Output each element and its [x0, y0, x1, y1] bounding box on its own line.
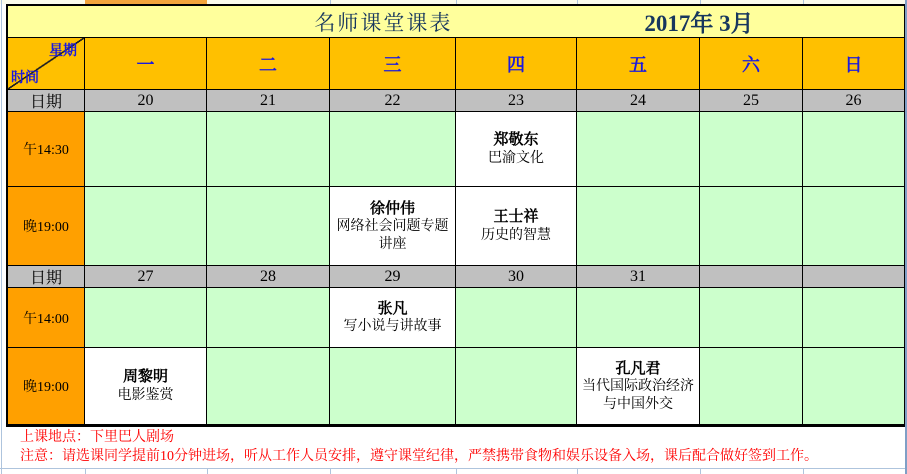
gridline — [330, 468, 331, 474]
corner-time-label: 时间 — [11, 69, 39, 85]
teacher-name: 郑敬东 — [493, 131, 539, 149]
empty-cell[interactable] — [700, 288, 803, 348]
corner-week-label: 星期 — [49, 42, 77, 58]
teacher-name: 徐仲伟 — [369, 199, 415, 217]
empty-cell[interactable] — [577, 187, 700, 266]
date-cell[interactable]: 28 — [207, 266, 330, 288]
course-cell[interactable] — [577, 348, 700, 425]
time-label[interactable]: 午14:00 — [8, 288, 85, 348]
date-cell[interactable]: 25 — [700, 90, 803, 112]
empty-cell[interactable] — [207, 187, 330, 266]
date-cell[interactable]: 24 — [577, 90, 700, 112]
empty-cell[interactable] — [803, 187, 905, 266]
day-header-sun[interactable]: 日 — [803, 38, 905, 90]
course-name: 当代国际政治经济与中国外交 — [582, 378, 694, 412]
empty-cell[interactable] — [803, 112, 905, 187]
date-row-label[interactable]: 日期 — [8, 90, 85, 112]
course-name: 巴渝文化 — [488, 150, 544, 166]
course-cell[interactable] — [456, 112, 577, 187]
course-name: 电影鉴赏 — [117, 387, 174, 403]
corner-cell[interactable] — [8, 38, 85, 90]
left-gridline — [1, 0, 2, 474]
gridline — [207, 468, 208, 474]
day-header-tue[interactable]: 二 — [207, 38, 330, 90]
empty-cell[interactable] — [456, 348, 577, 425]
empty-cell[interactable] — [330, 348, 456, 425]
day-header-fri[interactable]: 五 — [577, 38, 700, 90]
empty-cell[interactable] — [803, 348, 905, 425]
title-cell — [158, 7, 608, 37]
day-header-wed[interactable]: 三 — [330, 38, 456, 90]
time-label[interactable]: 午14:30 — [8, 112, 85, 187]
date-cell-empty[interactable] — [700, 266, 803, 288]
schedule-table — [6, 4, 907, 427]
teacher-name: 张凡 — [377, 299, 408, 317]
empty-cell[interactable] — [207, 348, 330, 425]
empty-cell[interactable] — [85, 112, 207, 187]
day-header-thu[interactable]: 四 — [456, 38, 577, 90]
date-row-label[interactable]: 日期 — [8, 266, 85, 288]
course-cell[interactable] — [330, 288, 456, 348]
empty-cell[interactable] — [577, 112, 700, 187]
teacher-name: 孔凡君 — [615, 359, 661, 377]
gridline — [0, 468, 905, 469]
title-band[interactable] — [8, 6, 905, 38]
empty-cell[interactable] — [577, 288, 700, 348]
course-cell[interactable] — [85, 348, 207, 425]
day-header-sat[interactable]: 六 — [700, 38, 803, 90]
empty-cell[interactable] — [700, 348, 803, 425]
schedule-title: 名师课堂课表 — [314, 11, 453, 35]
date-cell[interactable]: 22 — [330, 90, 456, 112]
schedule-month: 2017年 3月 — [644, 11, 754, 36]
teacher-name: 周黎明 — [122, 368, 168, 386]
date-cell[interactable]: 21 — [207, 90, 330, 112]
course-cell[interactable] — [330, 187, 456, 266]
date-cell[interactable]: 31 — [577, 266, 700, 288]
time-label[interactable]: 晚19:00 — [8, 348, 85, 425]
gridline — [577, 468, 578, 474]
gridline — [700, 468, 701, 474]
date-cell[interactable]: 29 — [330, 266, 456, 288]
empty-cell[interactable] — [330, 112, 456, 187]
footer-notes[interactable] — [20, 428, 900, 466]
empty-cell[interactable] — [700, 112, 803, 187]
empty-cell[interactable] — [456, 288, 577, 348]
gridline — [85, 468, 86, 474]
empty-cell[interactable] — [207, 112, 330, 187]
course-name: 写小说与讲故事 — [343, 319, 442, 335]
date-cell-empty[interactable] — [803, 266, 905, 288]
course-name: 网络社会问题专题讲座 — [336, 218, 449, 252]
empty-cell[interactable] — [85, 288, 207, 348]
course-name: 历史的智慧 — [481, 227, 551, 243]
empty-cell[interactable] — [700, 187, 803, 266]
date-cell[interactable]: 27 — [85, 266, 207, 288]
time-label[interactable]: 晚19:00 — [8, 187, 85, 266]
empty-cell[interactable] — [85, 187, 207, 266]
course-cell[interactable] — [456, 187, 577, 266]
date-cell[interactable]: 30 — [456, 266, 577, 288]
date-cell[interactable]: 23 — [456, 90, 577, 112]
empty-cell[interactable] — [207, 288, 330, 348]
gridline — [456, 468, 457, 474]
gridline — [803, 468, 804, 474]
class-location-note: 上课地点：下里巴人剧场 — [20, 430, 174, 445]
empty-cell[interactable] — [803, 288, 905, 348]
day-header-mon[interactable]: 一 — [85, 38, 207, 90]
attendance-notice: 注意：请选课同学提前10分钟进场，听从工作人员安排，遵守课堂纪律，严禁携带食物和娱乐设备入场，课后配合做好签到工作。 — [20, 449, 818, 464]
teacher-name: 王士祥 — [493, 208, 539, 226]
date-cell[interactable]: 26 — [803, 90, 905, 112]
date-cell[interactable]: 20 — [85, 90, 207, 112]
